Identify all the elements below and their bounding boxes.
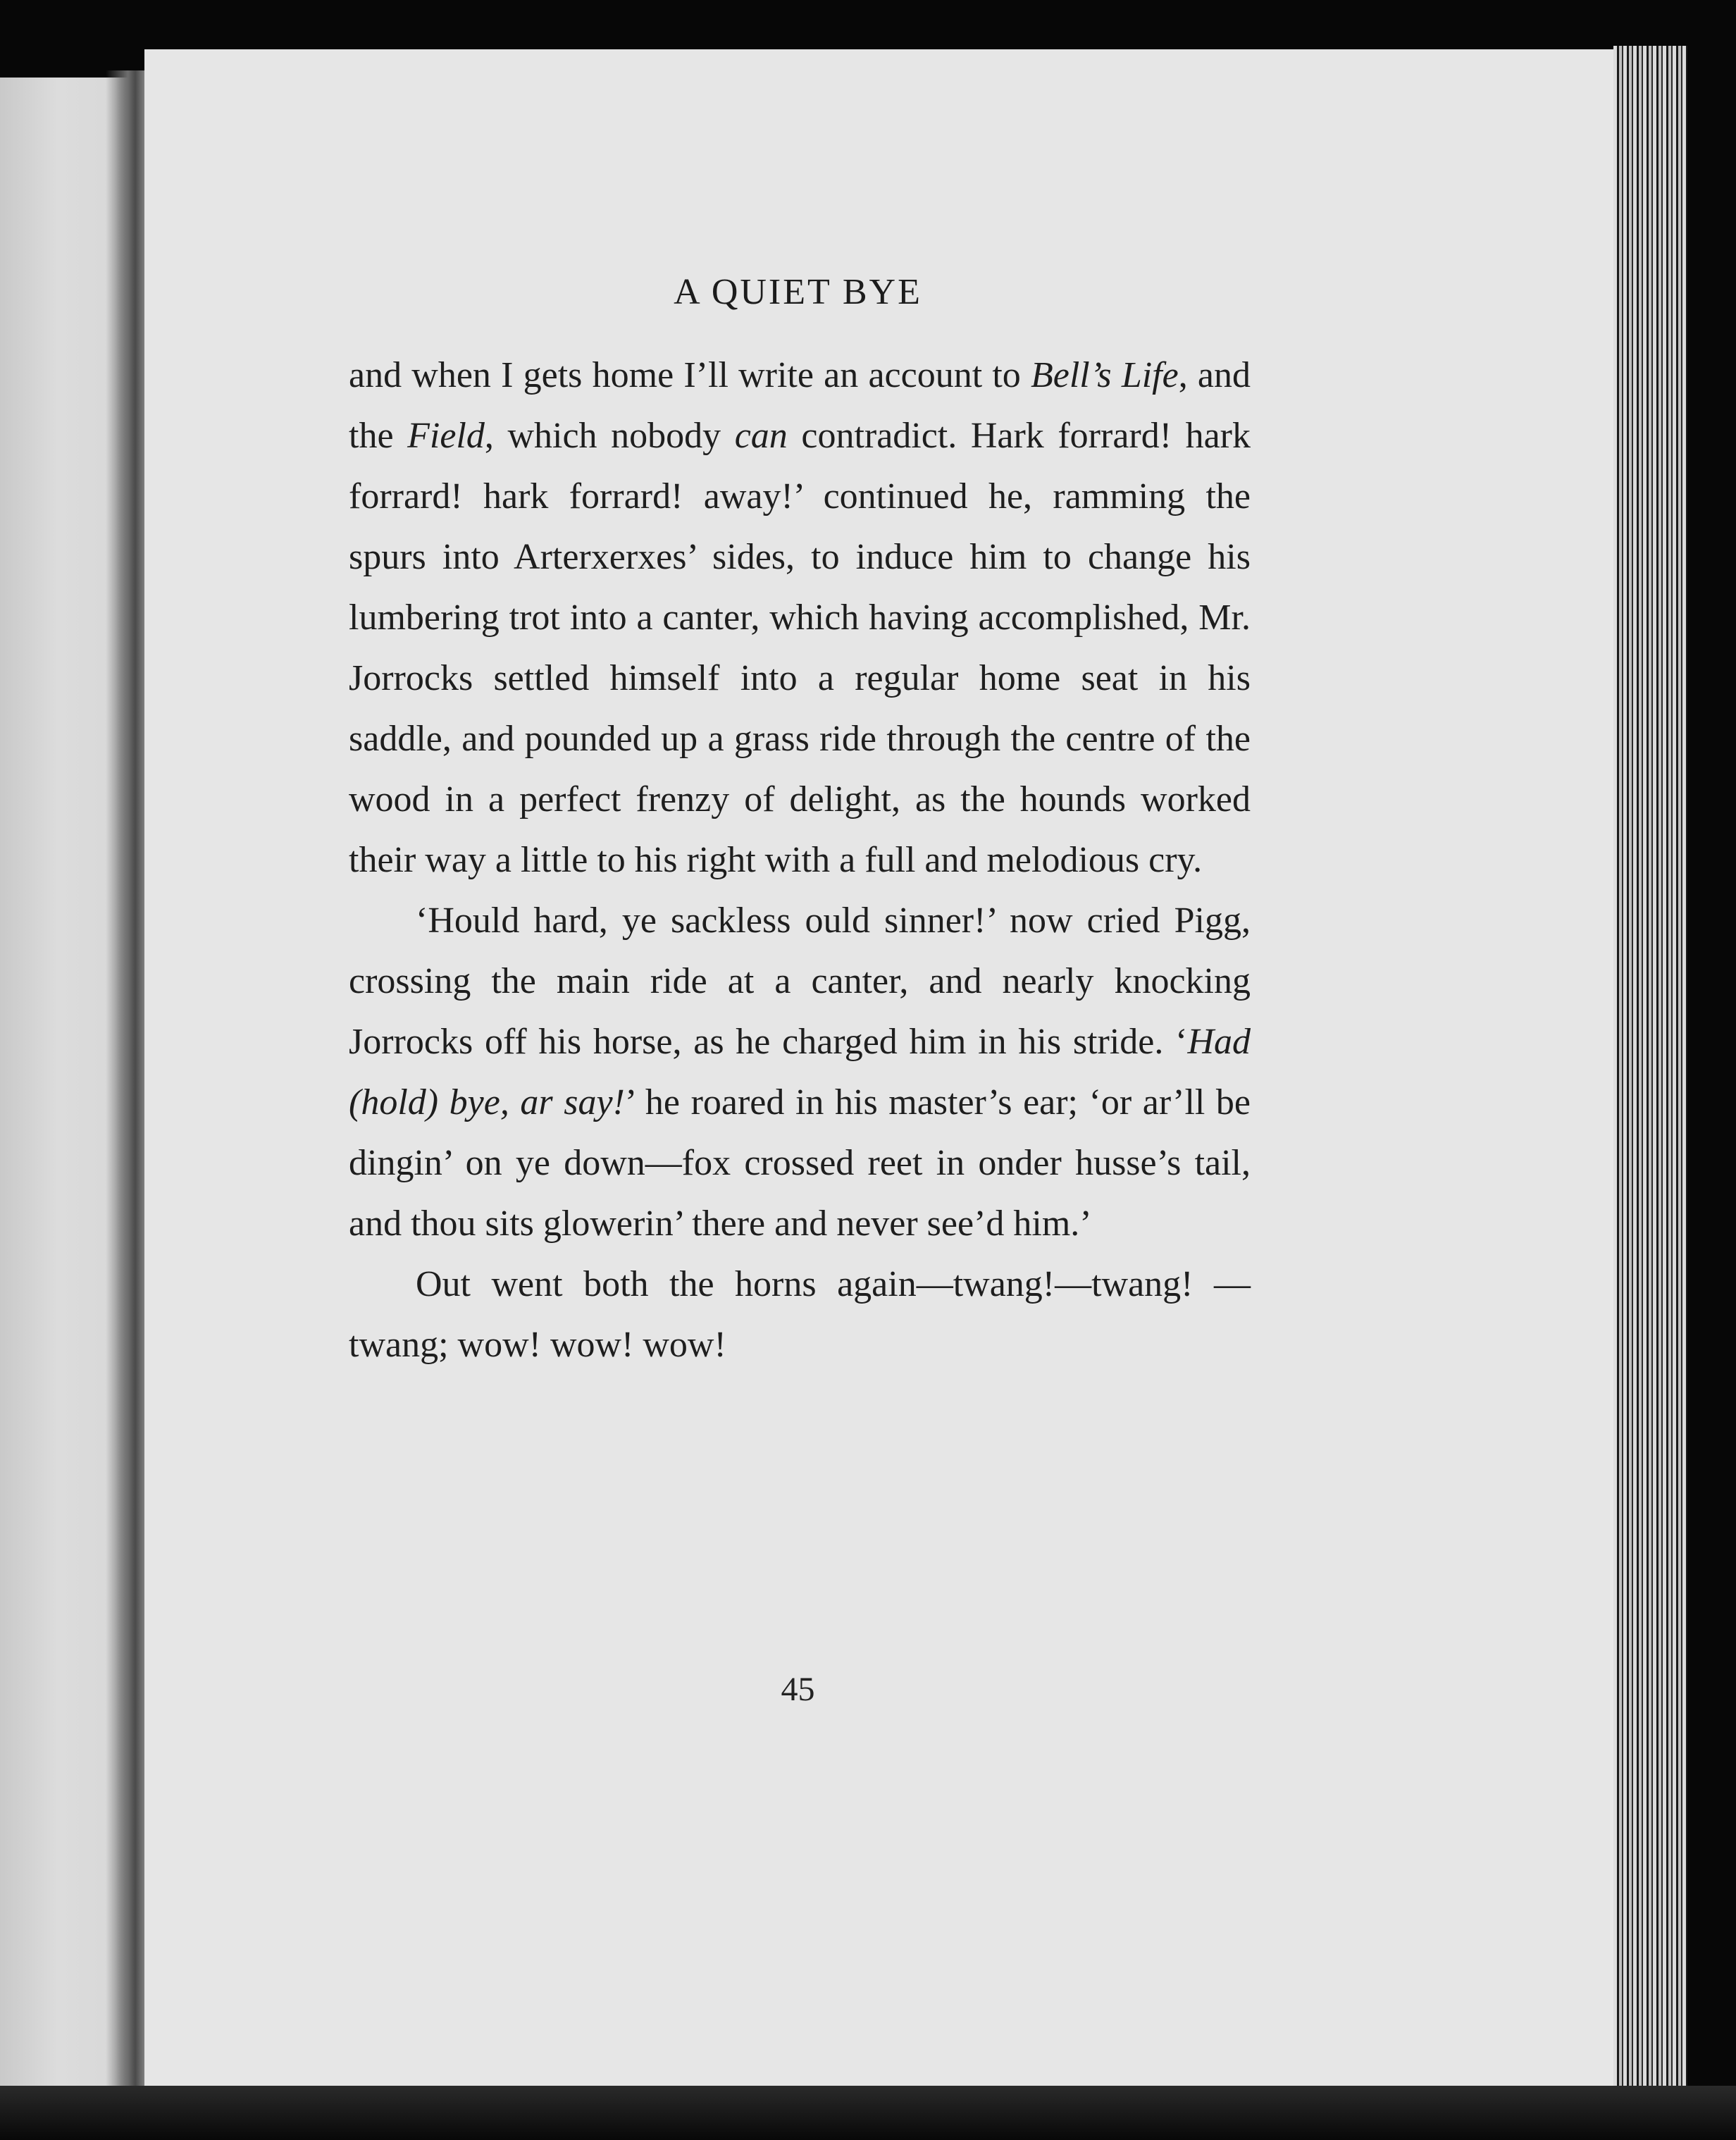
paragraph: and when I gets home I’ll write an account to Bell’s Life, and the Field, which nobody can contradict. Hark forrard! hark forrard! hark forrard! away!’ continued he, ramming the spurs into Arterxerxes’ sides, to induce him to change his lumbering trot into a canter, which having accomplished, Mr. Jorrocks settled himself into a regular home seat in his saddle, and pounded up a grass ride through the centre of the wood in a perfect frenzy of delight, as the hounds worked their way a little to his right with a full and melodious cry. (349, 355, 1251, 880)
italic-title: Field (407, 416, 485, 456)
page-edges (1613, 46, 1687, 2089)
italic-word: can (734, 416, 788, 456)
italic-title: Bell’s Life (1031, 355, 1179, 395)
scan-shadow (0, 2086, 1736, 2140)
running-head: A QUIET BYE (674, 272, 922, 312)
body-text (349, 345, 1251, 1375)
paragraph: Out went both the horns again—twang!—twang! —twang; wow! wow! wow! (349, 1264, 1251, 1365)
page-number: 45 (781, 1671, 815, 1708)
paragraph: ‘Hould hard, ye sackless ould sinner!’ now cried Pigg, crossing the main ride at a canter, and nearly knocking Jorrocks off his horse, as he charged him in his stride. ‘Had (hold) bye, ar say!’ he roared in his master’s ear; ‘or ar’ll be dingin’ on ye down—fox crossed reet in onder husse’s tail, and thou sits glowerin’ there and never see’d him.’ (349, 901, 1251, 1244)
italic-dialect: Had (hold) bye, ar say! (349, 1022, 1251, 1122)
